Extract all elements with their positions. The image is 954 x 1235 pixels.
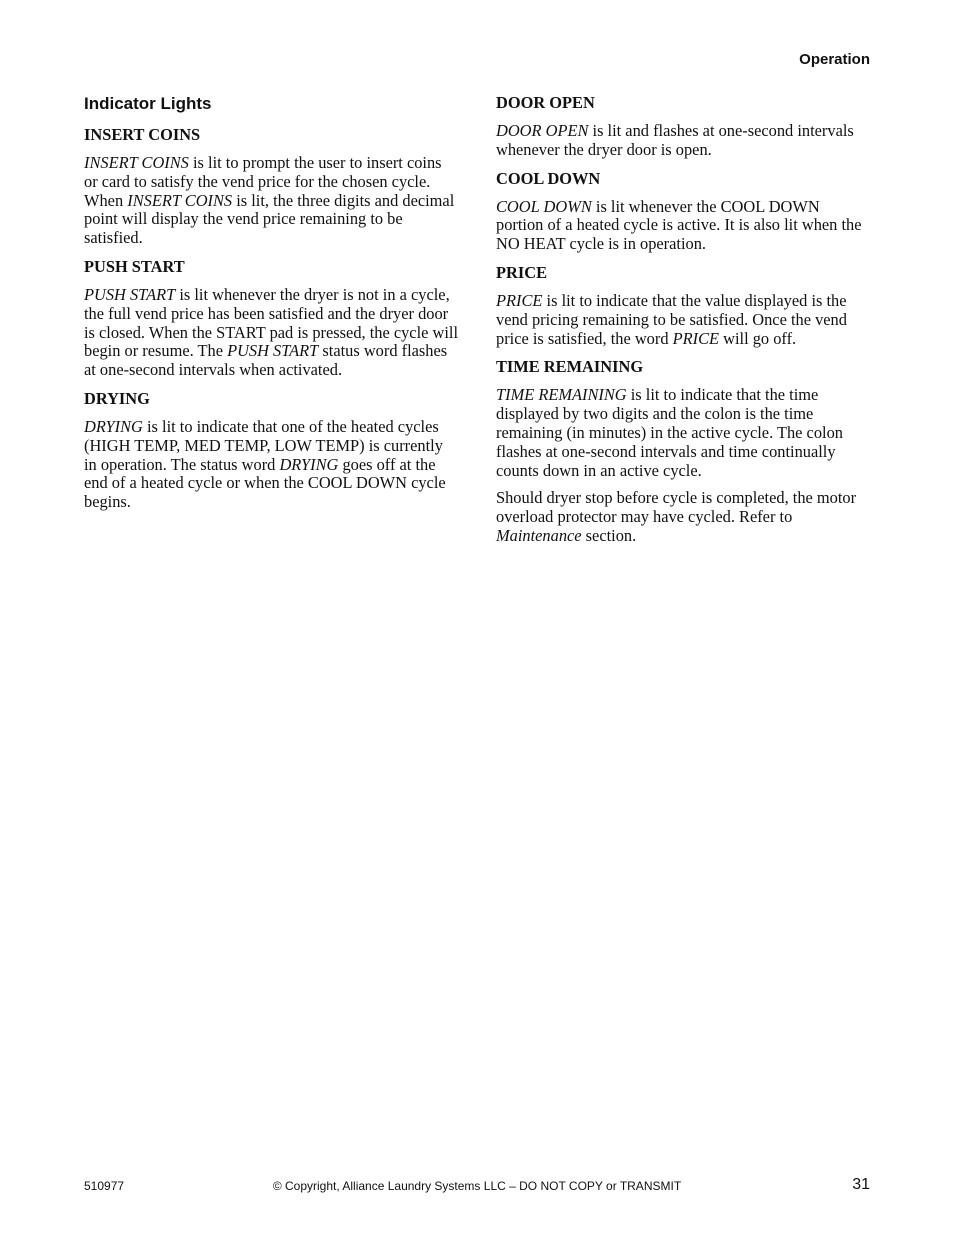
- heading-drying: DRYING: [84, 388, 150, 408]
- right-column: [496, 93, 871, 555]
- paragraph-push-start: PUSH START is lit whenever the dryer is not in a cycle, the full vend price has been satisfied and the dryer door is closed. When the START pad is pressed, the cycle will begin or resume. The PUSH START status word flashes at one-second intervals when activated.: [84, 284, 459, 380]
- section-title: Indicator Lights: [84, 94, 212, 113]
- paragraph-door-open: DOOR OPEN is lit and flashes at one-second intervals whenever the dryer door is open.: [496, 121, 854, 159]
- heading-push-start: PUSH START: [84, 256, 185, 276]
- document-number: 510977: [84, 1179, 125, 1193]
- page-number: 31: [852, 1176, 870, 1193]
- paragraph-price: PRICE is lit to indicate that the value displayed is the vend pricing remaining to be satisfied. Once the vend price is satisfied, the word PRICE will go off.: [496, 290, 847, 348]
- heading-insert-coins: INSERT COINS: [84, 125, 201, 144]
- heading-price: PRICE: [496, 262, 547, 282]
- heading-door-open: DOOR OPEN: [496, 93, 595, 112]
- heading-time-remaining: TIME REMAINING: [496, 357, 644, 377]
- paragraph-cool-down: COOL DOWN is lit whenever the COOL DOWN portion of a heated cycle is active. It is also lit when the NO HEAT cycle is in operation.: [496, 196, 862, 254]
- page-footer: [84, 1176, 870, 1196]
- paragraph-drying: DRYING is lit to indicate that one of the heated cycles (HIGH TEMP, MED TEMP, LOW TEMP) is currently in operation. The status word DRYING goes off at the end of a heated cycle or when the COOL DOWN cycle begins.: [84, 416, 446, 512]
- paragraph-motor-overload: Should dryer stop before cycle is completed, the motor overload protector may have cycled. Refer to Maintenance section.: [496, 488, 857, 545]
- running-header: Operation: [799, 51, 870, 68]
- left-column: [84, 93, 459, 521]
- paragraph-insert-coins: INSERT COINS is lit to prompt the user to insert coins or card to satisfy the vend price for the chosen cycle. When INSERT COINS is lit, the three digits and decimal point will display the vend price remaining to be satisfied.: [84, 153, 455, 248]
- paragraph-time-remaining: TIME REMAINING is lit to indicate that the time displayed by two digits and the colon is the time remaining (in minutes) in the active cycle. The colon flashes at one-second intervals and time continually counts down in an active cycle.: [496, 385, 843, 480]
- copyright-notice: © Copyright, Alliance Laundry Systems LLC – DO NOT COPY or TRANSMIT: [272, 1179, 682, 1193]
- heading-cool-down: COOL DOWN: [496, 168, 601, 188]
